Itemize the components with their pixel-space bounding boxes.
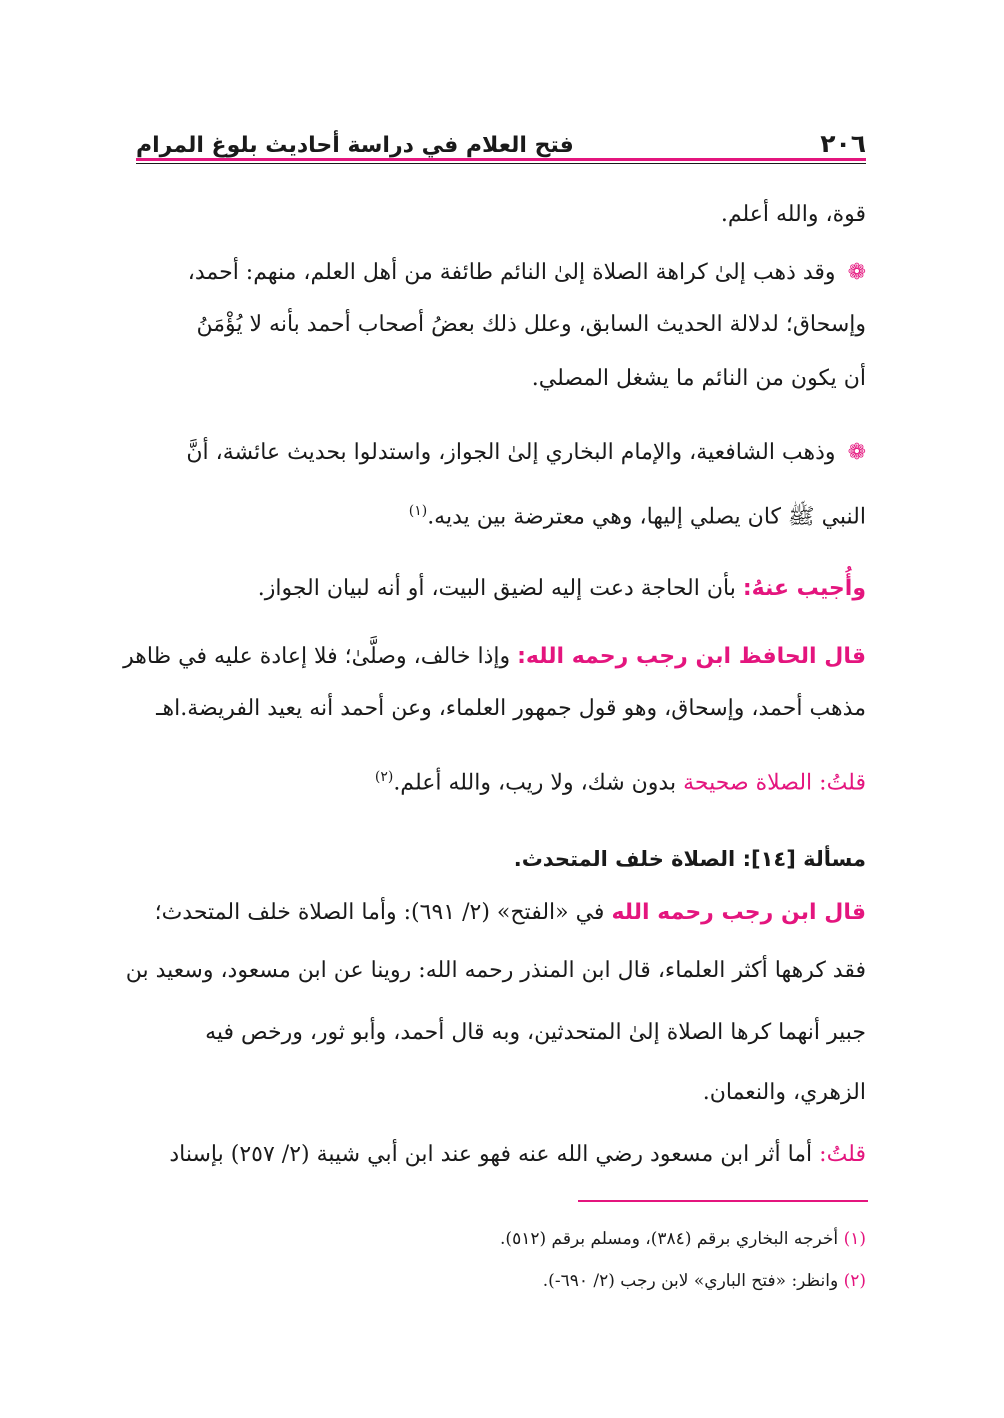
page-header [136,118,866,158]
paragraph-3 [136,576,902,602]
answer-label: وأُجيب عنهُ: [742,576,866,601]
line-text: وقد ذهب إلىٰ كراهة الصلاة إلىٰ النائم طائفة من أهل العلم، منهم: أحمد، [187,260,836,285]
line-text: جبير أنهما كرها الصلاة إلىٰ المتحدثين، وبه قال أحمد، وأبو ثور، ورخص فيه [205,1020,866,1045]
footnote-ref: (١) [408,503,428,519]
paragraph-6-line-2 [125,958,866,984]
paragraph-2-line-2 [136,498,866,530]
footnote-2 [136,1270,866,1292]
line-text: فقد كرهها أكثر العلماء، قال ابن المنذر رحمه الله: روينا عن ابن مسعود، وسعيد بن [125,958,866,983]
line-text: في «الفتح» (٢/ ٦٩١): وأما الصلاة خلف المتحدث؛ [154,900,605,925]
line-text: الزهري، والنعمان. [702,1080,866,1105]
header-rule-accent [136,158,866,161]
footnote-text: أخرجه البخاري برقم (٣٨٤)، ومسلم برقم (٥١٢). [500,1229,839,1249]
footnote-number: (١) [843,1229,866,1249]
footnote-separator [578,1200,868,1202]
paragraph-1-line-1 [136,260,866,286]
footnote-text: وانظر: «فتح الباري» لابن رجب (٢/ ٦٩٠-). [542,1271,839,1291]
section-heading: مسألة [١٤]: الصلاة خلف المتحدث. [513,847,866,871]
paragraph-6-line-1 [136,900,902,926]
line-text: وإذا خالف، وصلَّىٰ؛ فلا إعادة عليه في ظاهر [123,644,511,669]
paragraph-1-line-3 [136,366,866,392]
book-title: فتح العلام في دراسة أحاديث بلوغ المرام [136,133,574,158]
highlight-text: الصلاة صحيحة [683,770,813,796]
paragraph-2-line-1 [136,440,866,466]
footnote-number: (٢) [843,1271,866,1291]
line-text: أما أثر ابن مسعود رضي الله عنه فهو عند ابن أبي شيبة (٢/ ٢٥٧) بإسناد [169,1142,813,1167]
line-text: النبي ﷺ كان يصلي إليها، وهي معترضة بين يديه. [427,504,866,530]
paragraph-6-line-3 [136,1020,866,1046]
flower-bullet-icon: ❁ [847,260,866,285]
line-text: مذهب أحمد، وإسحاق، وهو قول جمهور العلماء، وعن أحمد أنه يعيد الفريضة.اهـ [156,696,866,721]
paragraph-1-line-2 [136,312,866,338]
quote-author-label: قال الحافظ ابن رجب رحمه الله: [517,644,866,669]
line-text: بدون شك، ولا ريب، والله أعلم. [393,770,677,796]
paragraph-4-line-1 [123,644,902,670]
line-text: قوة، والله أعلم. [720,202,866,227]
footnote-ref: (٢) [374,769,394,785]
line-text: أن يكون من النائم ما يشغل المصلي. [531,366,866,391]
line-text: بأن الحاجة دعت إليه لضيق البيت، أو أنه لبيان الجواز. [257,576,736,601]
footnote-1 [136,1228,866,1250]
paragraph-6-line-4 [136,1080,866,1106]
line-text: وذهب الشافعية، والإمام البخاري إلىٰ الجواز، واستدلوا بحديث عائشة، أنَّ [186,440,836,465]
body-line [136,202,866,228]
paragraph-4-line-2 [136,696,866,722]
quote-author-label: قال ابن رجب رحمه الله [611,900,866,925]
line-text: وإسحاق؛ لدلالة الحديث السابق، وعلل ذلك بعضُ أصحاب أحمد بأنه لا يُؤْمَنُ [196,312,866,337]
qultu-label: قلتُ: [819,770,866,796]
page-number: ٢٠٦ [820,129,866,158]
paragraph-7 [136,1142,902,1168]
flower-bullet-icon: ❁ [847,440,866,465]
paragraph-5 [136,764,902,796]
header-rule [136,163,866,164]
qultu-label: قلتُ: [819,1142,866,1167]
